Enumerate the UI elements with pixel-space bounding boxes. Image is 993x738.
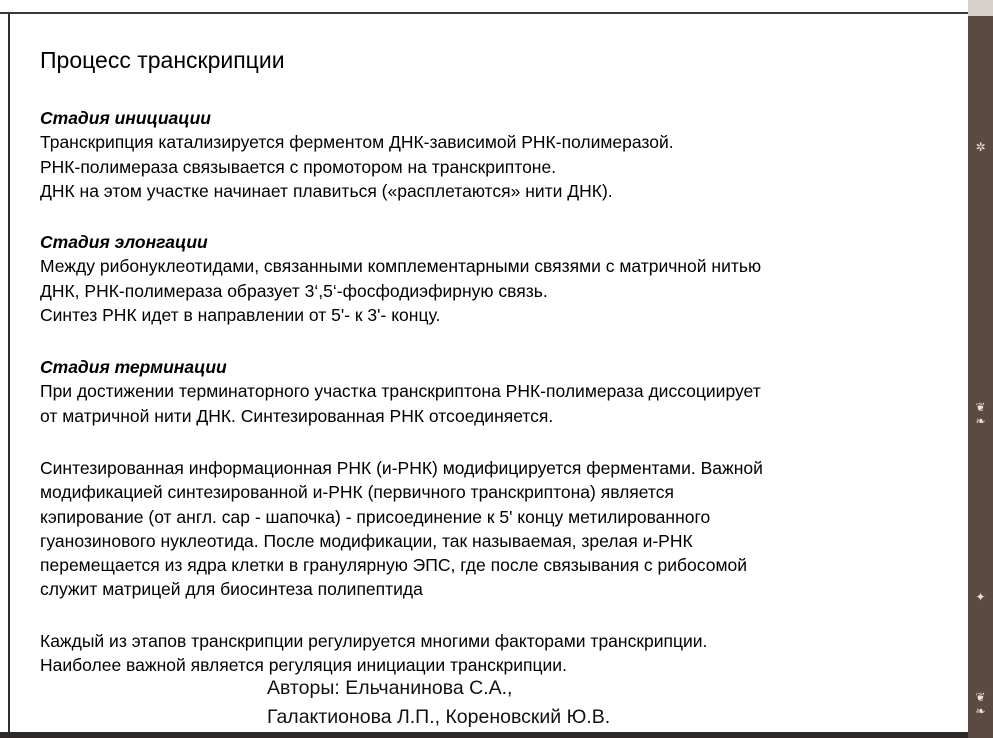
text-line: При достижении терминаторного участка транскриптона РНК-полимераза диссоциирует <box>40 381 761 402</box>
star-icon: ✦ <box>975 590 986 604</box>
modification-paragraph <box>40 456 940 602</box>
snowflake-icon: ✲ <box>975 140 986 154</box>
text-line: гуанозинового нуклеотида. После модификации, так называемая, зрелая и-РНК <box>40 530 693 551</box>
page-title: Процесс транскрипции <box>40 47 285 73</box>
text-line: от матричной нити ДНК. Синтезированная РНК отсоединяется. <box>40 405 554 426</box>
authors-line: Авторы: Ельчанинова С.А., <box>267 677 513 699</box>
text-line: ДНК на этом участке начинает плавиться («расплетаются» нити ДНК). <box>40 180 613 201</box>
text-line: Синтез РНК идет в направлении от 5'- к 3'- концу. <box>40 304 441 325</box>
text-line: ДНК, РНК-полимераза образует 3‘,5‘-фосфодиэфирную связь. <box>40 280 548 301</box>
text-line: кэпирование (от англ. cap - шапочка) - присоединение к 5' концу метилированного <box>40 506 711 527</box>
text-line: Наиболее важной является регуляция инициации транскрипции. <box>40 655 567 676</box>
section-heading: Стадия инициации <box>40 108 211 128</box>
authors <box>267 674 610 731</box>
text-line: Синтезированная информационная РНК (и-РНК) модифицируется ферментами. Важной <box>40 458 763 478</box>
text-line: Транскрипция катализируется ферментом ДНК-зависимой РНК-полимеразой. <box>40 132 674 153</box>
decorative-frame <box>968 0 993 738</box>
text-line: Между рибонуклеотидами, связанными комплементарными связями с матричной нитью <box>40 256 762 277</box>
frame-top-edge <box>968 0 993 16</box>
text-line: Каждый из этапов транскрипции регулируется многими факторами транскрипции. <box>40 631 708 651</box>
section-heading: Стадия терминации <box>40 357 227 377</box>
authors-line: Галактионова Л.П., Кореновский Ю.В. <box>267 705 611 728</box>
flourish-icon: ❦ ❧ <box>975 400 986 428</box>
regulation-paragraph <box>40 629 940 678</box>
text-line: служит матрицей для биосинтеза полипептида <box>40 579 423 600</box>
text-line: перемещается из ядра клетки в гранулярную ЭПС, где после связывания с рибосомой <box>40 555 748 576</box>
text-line: модификацией синтезированной и-РНК (первичного транскриптона) является <box>40 482 674 503</box>
section-termination <box>40 355 940 428</box>
flourish-icon: ❦ ❧ <box>975 690 986 718</box>
section-elongation <box>40 230 940 327</box>
section-heading: Стадия элонгации <box>40 232 208 252</box>
bottom-bar <box>0 732 968 738</box>
section-initiation <box>40 106 940 203</box>
slide <box>8 14 968 732</box>
text-line: РНК-полимераза связывается с промотором на транскриптоне. <box>40 156 557 177</box>
